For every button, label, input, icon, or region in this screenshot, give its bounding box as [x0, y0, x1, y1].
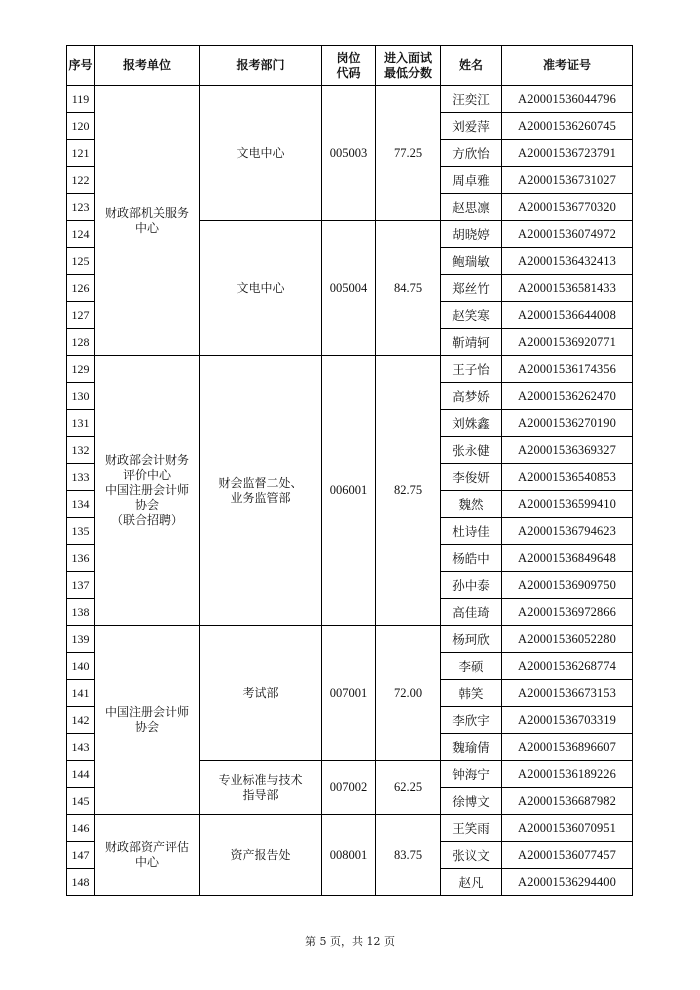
ticket-number-cell: A20001536770320: [502, 194, 633, 221]
row-seq: 134: [67, 491, 95, 518]
row-seq: 142: [67, 707, 95, 734]
ticket-number-cell: A20001536731027: [502, 167, 633, 194]
name-cell: 李俊妍: [441, 464, 502, 491]
position-code-cell: 007002: [322, 761, 376, 815]
dept-cell: 文电中心: [200, 221, 322, 356]
row-seq: 126: [67, 275, 95, 302]
ticket-number-cell: A20001536673153: [502, 680, 633, 707]
name-cell: 郑丝竹: [441, 275, 502, 302]
row-seq: 124: [67, 221, 95, 248]
name-cell: 赵凡: [441, 869, 502, 896]
ticket-number-cell: A20001536294400: [502, 869, 633, 896]
row-seq: 128: [67, 329, 95, 356]
position-code-cell: 005003: [322, 86, 376, 221]
ticket-number-cell: A20001536189226: [502, 761, 633, 788]
ticket-number-cell: A20001536262470: [502, 383, 633, 410]
ticket-number-cell: A20001536920771: [502, 329, 633, 356]
ticket-number-cell: A20001536972866: [502, 599, 633, 626]
position-code-cell: 005004: [322, 221, 376, 356]
name-cell: 胡晓婷: [441, 221, 502, 248]
header-unit: 报考单位: [95, 46, 200, 86]
min-score-cell: 62.25: [376, 761, 441, 815]
row-seq: 121: [67, 140, 95, 167]
ticket-number-cell: A20001536260745: [502, 113, 633, 140]
table-row: [67, 815, 633, 842]
name-cell: 王子怡: [441, 356, 502, 383]
unit-cell: 中国注册会计师 协会: [95, 626, 200, 815]
ticket-number-cell: A20001536794623: [502, 518, 633, 545]
header-name: 姓名: [441, 46, 502, 86]
name-cell: 王笑雨: [441, 815, 502, 842]
unit-cell: 财政部机关服务 中心: [95, 86, 200, 356]
dept-cell: 文电中心: [200, 86, 322, 221]
name-cell: 钟海宁: [441, 761, 502, 788]
header-score: 进入面试 最低分数: [376, 46, 441, 86]
name-cell: 徐博文: [441, 788, 502, 815]
dept-cell: 专业标准与技术 指导部: [200, 761, 322, 815]
row-seq: 119: [67, 86, 95, 113]
name-cell: 杨珂欣: [441, 626, 502, 653]
row-seq: 138: [67, 599, 95, 626]
row-seq: 146: [67, 815, 95, 842]
name-cell: 方欣怡: [441, 140, 502, 167]
ticket-number-cell: A20001536909750: [502, 572, 633, 599]
table-row: [67, 356, 633, 383]
ticket-number-cell: A20001536268774: [502, 653, 633, 680]
name-cell: 刘爱萍: [441, 113, 502, 140]
name-cell: 魏瑜倩: [441, 734, 502, 761]
ticket-number-cell: A20001536581433: [502, 275, 633, 302]
ticket-number-cell: A20001536369327: [502, 437, 633, 464]
name-cell: 高佳琦: [441, 599, 502, 626]
page-number: 第 5 页，共 12 页: [305, 935, 395, 948]
row-seq: 123: [67, 194, 95, 221]
name-cell: 鲍瑞敏: [441, 248, 502, 275]
name-cell: 汪奕江: [441, 86, 502, 113]
position-code-cell: 008001: [322, 815, 376, 896]
name-cell: 孙中泰: [441, 572, 502, 599]
ticket-number-cell: A20001536849648: [502, 545, 633, 572]
ticket-number-cell: A20001536074972: [502, 221, 633, 248]
name-cell: 杜诗佳: [441, 518, 502, 545]
row-seq: 139: [67, 626, 95, 653]
header-seq: 序号: [67, 46, 95, 86]
row-seq: 148: [67, 869, 95, 896]
row-seq: 125: [67, 248, 95, 275]
ticket-number-cell: A20001536896607: [502, 734, 633, 761]
ticket-number-cell: A20001536687982: [502, 788, 633, 815]
name-cell: 李欣宇: [441, 707, 502, 734]
table-body: [67, 86, 633, 896]
row-seq: 147: [67, 842, 95, 869]
min-score-cell: 77.25: [376, 86, 441, 221]
name-cell: 周卓雅: [441, 167, 502, 194]
ticket-number-cell: A20001536174356: [502, 356, 633, 383]
min-score-cell: 82.75: [376, 356, 441, 626]
header-code: 岗位 代码: [322, 46, 376, 86]
position-code-cell: 007001: [322, 626, 376, 761]
ticket-number-cell: A20001536703319: [502, 707, 633, 734]
name-cell: 刘姝鑫: [441, 410, 502, 437]
row-seq: 131: [67, 410, 95, 437]
dept-cell: 财会监督二处、 业务监管部: [200, 356, 322, 626]
ticket-number-cell: A20001536077457: [502, 842, 633, 869]
row-seq: 132: [67, 437, 95, 464]
name-cell: 杨皓中: [441, 545, 502, 572]
header-dept: 报考部门: [200, 46, 322, 86]
dept-cell: 资产报告处: [200, 815, 322, 896]
name-cell: 赵思凛: [441, 194, 502, 221]
row-seq: 141: [67, 680, 95, 707]
header-ticket: 准考证号: [502, 46, 633, 86]
ticket-number-cell: A20001536723791: [502, 140, 633, 167]
row-seq: 133: [67, 464, 95, 491]
ticket-number-cell: A20001536270190: [502, 410, 633, 437]
name-cell: 高梦娇: [441, 383, 502, 410]
row-seq: 140: [67, 653, 95, 680]
row-seq: 145: [67, 788, 95, 815]
min-score-cell: 84.75: [376, 221, 441, 356]
min-score-cell: 83.75: [376, 815, 441, 896]
ticket-number-cell: A20001536052280: [502, 626, 633, 653]
position-code-cell: 006001: [322, 356, 376, 626]
ticket-number-cell: A20001536644008: [502, 302, 633, 329]
row-seq: 143: [67, 734, 95, 761]
candidate-table: [66, 45, 633, 896]
row-seq: 136: [67, 545, 95, 572]
row-seq: 137: [67, 572, 95, 599]
name-cell: 赵笑寒: [441, 302, 502, 329]
name-cell: 靳靖轲: [441, 329, 502, 356]
row-seq: 127: [67, 302, 95, 329]
row-seq: 135: [67, 518, 95, 545]
row-seq: 144: [67, 761, 95, 788]
min-score-cell: 72.00: [376, 626, 441, 761]
name-cell: 张永健: [441, 437, 502, 464]
ticket-number-cell: A20001536044796: [502, 86, 633, 113]
row-seq: 122: [67, 167, 95, 194]
name-cell: 李硕: [441, 653, 502, 680]
name-cell: 韩笑: [441, 680, 502, 707]
row-seq: 129: [67, 356, 95, 383]
dept-cell: 考试部: [200, 626, 322, 761]
row-seq: 130: [67, 383, 95, 410]
ticket-number-cell: A20001536540853: [502, 464, 633, 491]
ticket-number-cell: A20001536070951: [502, 815, 633, 842]
name-cell: 魏然: [441, 491, 502, 518]
row-seq: 120: [67, 113, 95, 140]
unit-cell: 财政部会计财务 评价中心 中国注册会计师 协会 （联合招聘）: [95, 356, 200, 626]
table-row: [67, 86, 633, 113]
header-row: [67, 46, 633, 86]
name-cell: 张议文: [441, 842, 502, 869]
unit-cell: 财政部资产评估 中心: [95, 815, 200, 896]
ticket-number-cell: A20001536599410: [502, 491, 633, 518]
table-row: [67, 626, 633, 653]
ticket-number-cell: A20001536432413: [502, 248, 633, 275]
